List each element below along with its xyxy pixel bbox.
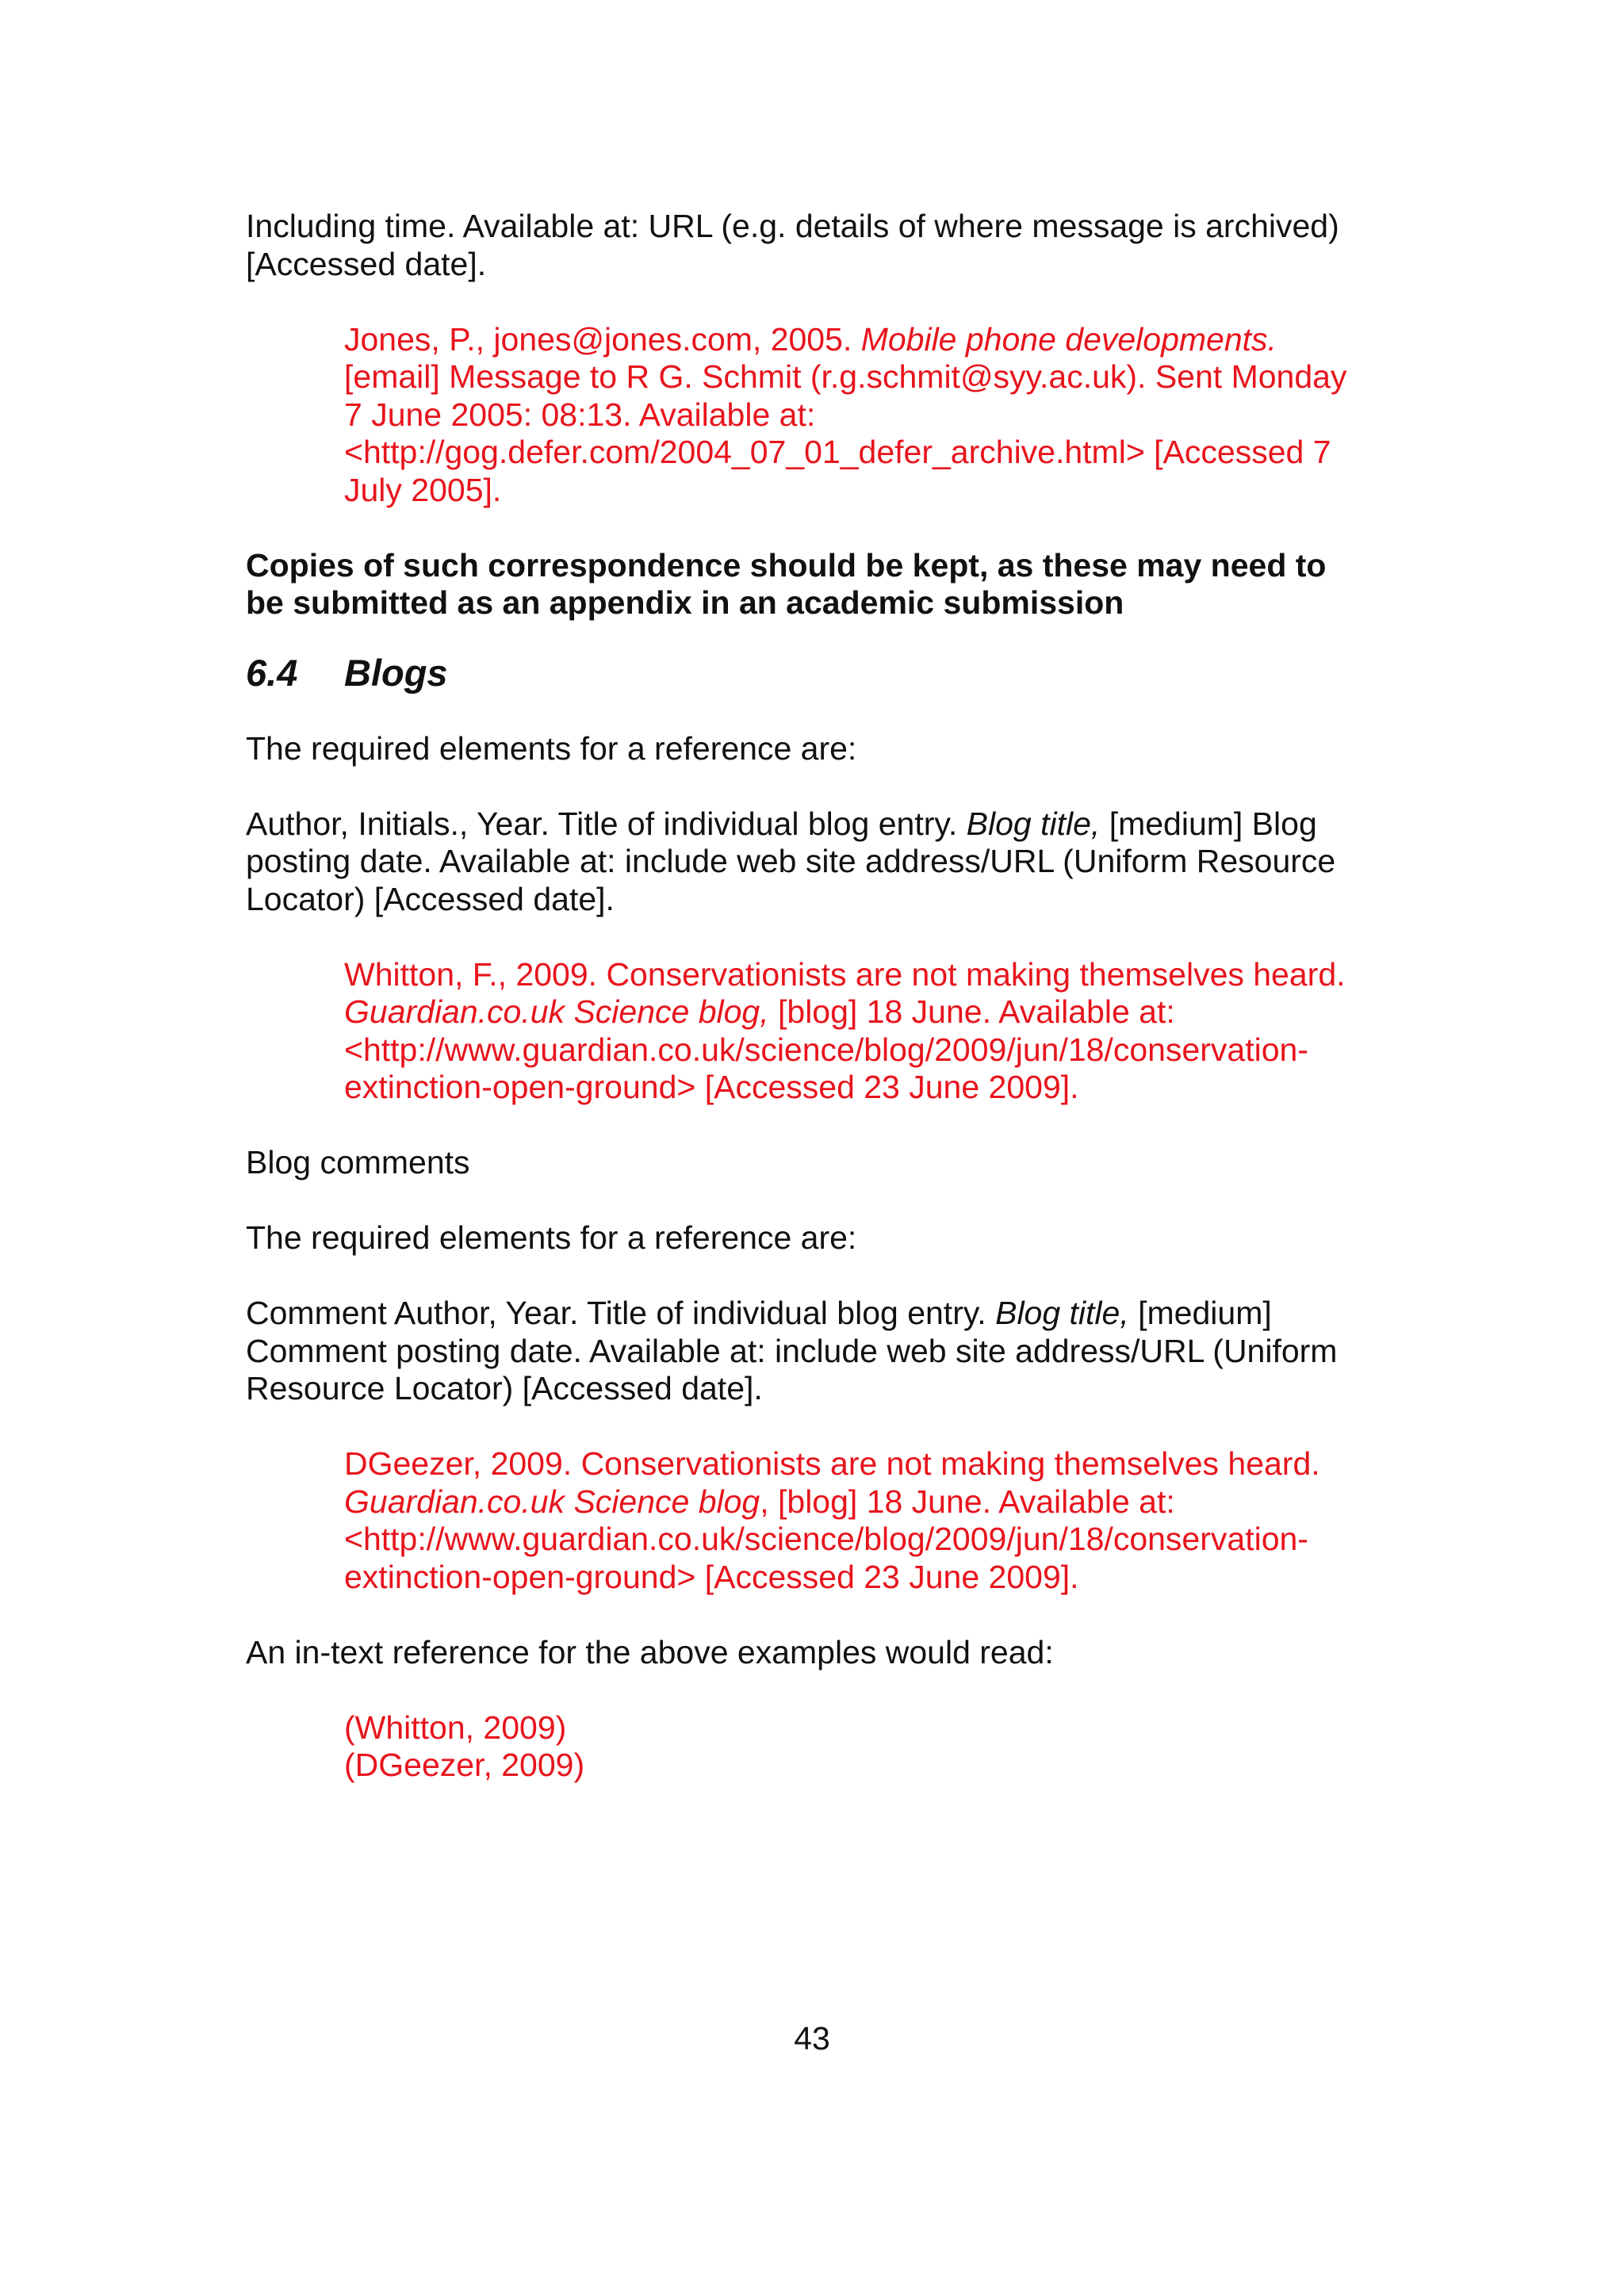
intro-paragraph [246, 208, 1372, 283]
blogs-format [246, 806, 1372, 919]
section-number: 6.4 [246, 651, 298, 694]
example-line: <http://www.guardian.co.uk/science/blog/2009/jun/18/conservation- [344, 1521, 1308, 1557]
section-heading [246, 651, 1372, 695]
example-line: extinction-open-ground> [Accessed 23 June 2009]. [344, 1069, 1079, 1105]
format-line: posting date. Available at: include web site address/URL (Uniform Resource [246, 843, 1336, 879]
example-text: , [blog] 18 June. Available at: [760, 1483, 1175, 1520]
format-line [246, 806, 1372, 844]
intro-line: Including time. Available at: URL (e.g. details of where message is archived) [246, 208, 1339, 244]
note-line: be submitted as an appendix in an academic submission [246, 584, 1124, 621]
in-text-reference: (Whitton, 2009) [344, 1709, 567, 1746]
format-line: Resource Locator) [Accessed date]. [246, 1370, 763, 1406]
example-line: [email] Message to R G. Schmit (r.g.schmit@syy.ac.uk). Sent Monday [344, 358, 1347, 395]
correspondence-note [246, 547, 1372, 622]
paragraph-line: The required elements for a reference are: [246, 1219, 857, 1256]
in-text-reference: (DGeezer, 2009) [344, 1747, 585, 1783]
format-line: Locator) [Accessed date]. [246, 880, 615, 917]
example-text: [blog] 18 June. Available at: [768, 993, 1175, 1030]
example-line [344, 321, 1372, 359]
format-line: Comment posting date. Available at: include web site address/URL (Uniform [246, 1332, 1338, 1369]
email-reference-example [344, 321, 1372, 510]
in-text-intro [246, 1634, 1372, 1672]
format-line [246, 1295, 1372, 1333]
blogs-required-intro [246, 730, 1372, 768]
example-title-italic: Guardian.co.uk Science blog [344, 1483, 760, 1520]
note-line: Copies of such correspondence should be kept, as these may need to [246, 546, 1327, 584]
example-line: <http://www.guardian.co.uk/science/blog/2009/jun/18/conservation- [344, 1031, 1308, 1068]
in-text-examples [344, 1709, 1372, 1785]
format-text: [medium] Blog [1100, 805, 1317, 842]
blog-reference-example [344, 956, 1372, 1107]
example-line [344, 1483, 1372, 1521]
example-line: Whitton, F., 2009. Conservationists are not making themselves heard. [344, 955, 1346, 993]
intro-line: [Accessed date]. [246, 245, 487, 282]
format-text: Author, Initials., Year. Title of individual blog entry. [246, 805, 967, 842]
format-italic: Blog title, [966, 805, 1101, 842]
example-title-italic: Guardian.co.uk Science blog, [344, 993, 769, 1030]
page-number: 43 [794, 2020, 830, 2057]
example-title-italic: Mobile phone developments. [860, 320, 1277, 358]
blog-comments-format [246, 1295, 1372, 1408]
example-line: 7 June 2005: 08:13. Available at: [344, 396, 816, 433]
example-line: July 2005]. [344, 471, 502, 508]
example-line: extinction-open-ground> [Accessed 23 June 2009]. [344, 1558, 1079, 1595]
paragraph-line: An in-text reference for the above examples would read: [246, 1633, 1054, 1670]
example-line: DGeezer, 2009. Conservationists are not making themselves heard. [344, 1445, 1320, 1482]
blog-comments-label [246, 1144, 1372, 1182]
format-italic: Blog title, [995, 1295, 1129, 1331]
paragraph-line: Blog comments [246, 1144, 470, 1181]
example-line: <http://gog.defer.com/2004_07_01_defer_archive.html> [Accessed 7 [344, 434, 1331, 470]
format-text: Comment Author, Year. Title of individual blog entry. [246, 1295, 996, 1331]
document-page [246, 208, 1372, 1785]
example-line [344, 993, 1372, 1031]
paragraph-line: The required elements for a reference are: [246, 729, 857, 767]
example-text: Jones, P., jones@jones.com, 2005. [344, 320, 861, 358]
format-text: [medium] [1128, 1295, 1272, 1331]
section-title: Blogs [344, 651, 448, 694]
blog-comment-reference-example [344, 1445, 1372, 1596]
blog-comments-required-intro [246, 1219, 1372, 1257]
